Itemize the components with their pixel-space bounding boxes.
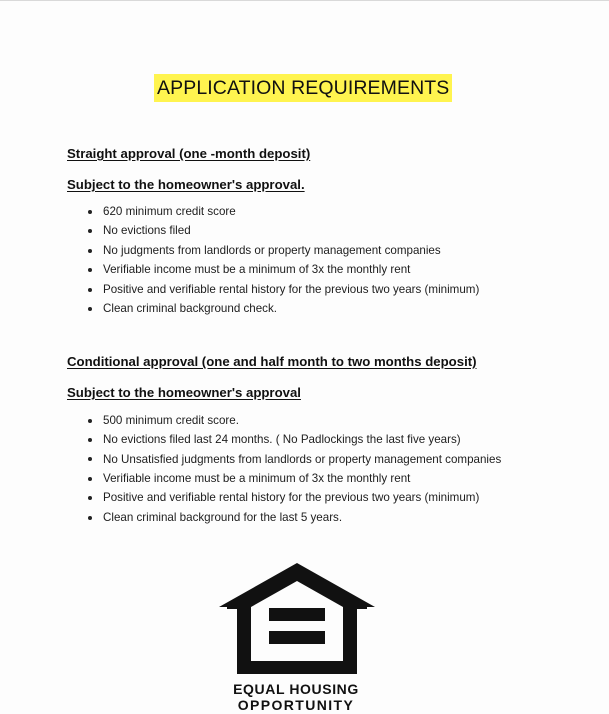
- document-title: APPLICATION REQUIREMENTS: [154, 74, 452, 102]
- straight-approval-list: [67, 202, 537, 318]
- list-item: 500 minimum credit score.: [67, 411, 507, 430]
- list-item: Clean criminal background check.: [67, 299, 537, 318]
- list-item: 620 minimum credit score: [67, 202, 537, 221]
- list-item: No evictions filed last 24 months. ( No Padlockings the last five years): [67, 430, 507, 449]
- list-item: Positive and verifiable rental history for the previous two years (minimum): [67, 488, 507, 507]
- logo-line-1: EQUAL HOUSING: [233, 681, 359, 697]
- list-item: No evictions filed: [67, 221, 537, 240]
- straight-approval-subheading: Subject to the homeowner's approval.: [67, 177, 305, 192]
- top-divider: [0, 0, 609, 1]
- logo-line-2: OPPORTUNITY: [237, 697, 355, 713]
- list-item: Clean criminal background for the last 5 years.: [67, 508, 507, 527]
- conditional-approval-subheading: Subject to the homeowner's approval: [67, 385, 301, 400]
- list-item: Verifiable income must be a minimum of 3x the monthly rent: [67, 260, 537, 279]
- list-item: Verifiable income must be a minimum of 3x the monthly rent: [67, 469, 507, 488]
- conditional-approval-list: [67, 411, 507, 527]
- list-item: Positive and verifiable rental history for the previous two years (minimum): [67, 280, 537, 299]
- list-item: No judgments from landlords or property management companies: [67, 241, 537, 260]
- straight-approval-heading: Straight approval (one -month deposit): [67, 146, 311, 161]
- list-item: No Unsatisfied judgments from landlords or property management companies: [67, 450, 507, 469]
- conditional-approval-heading: Conditional approval (one and half month to two months deposit): [67, 354, 477, 369]
